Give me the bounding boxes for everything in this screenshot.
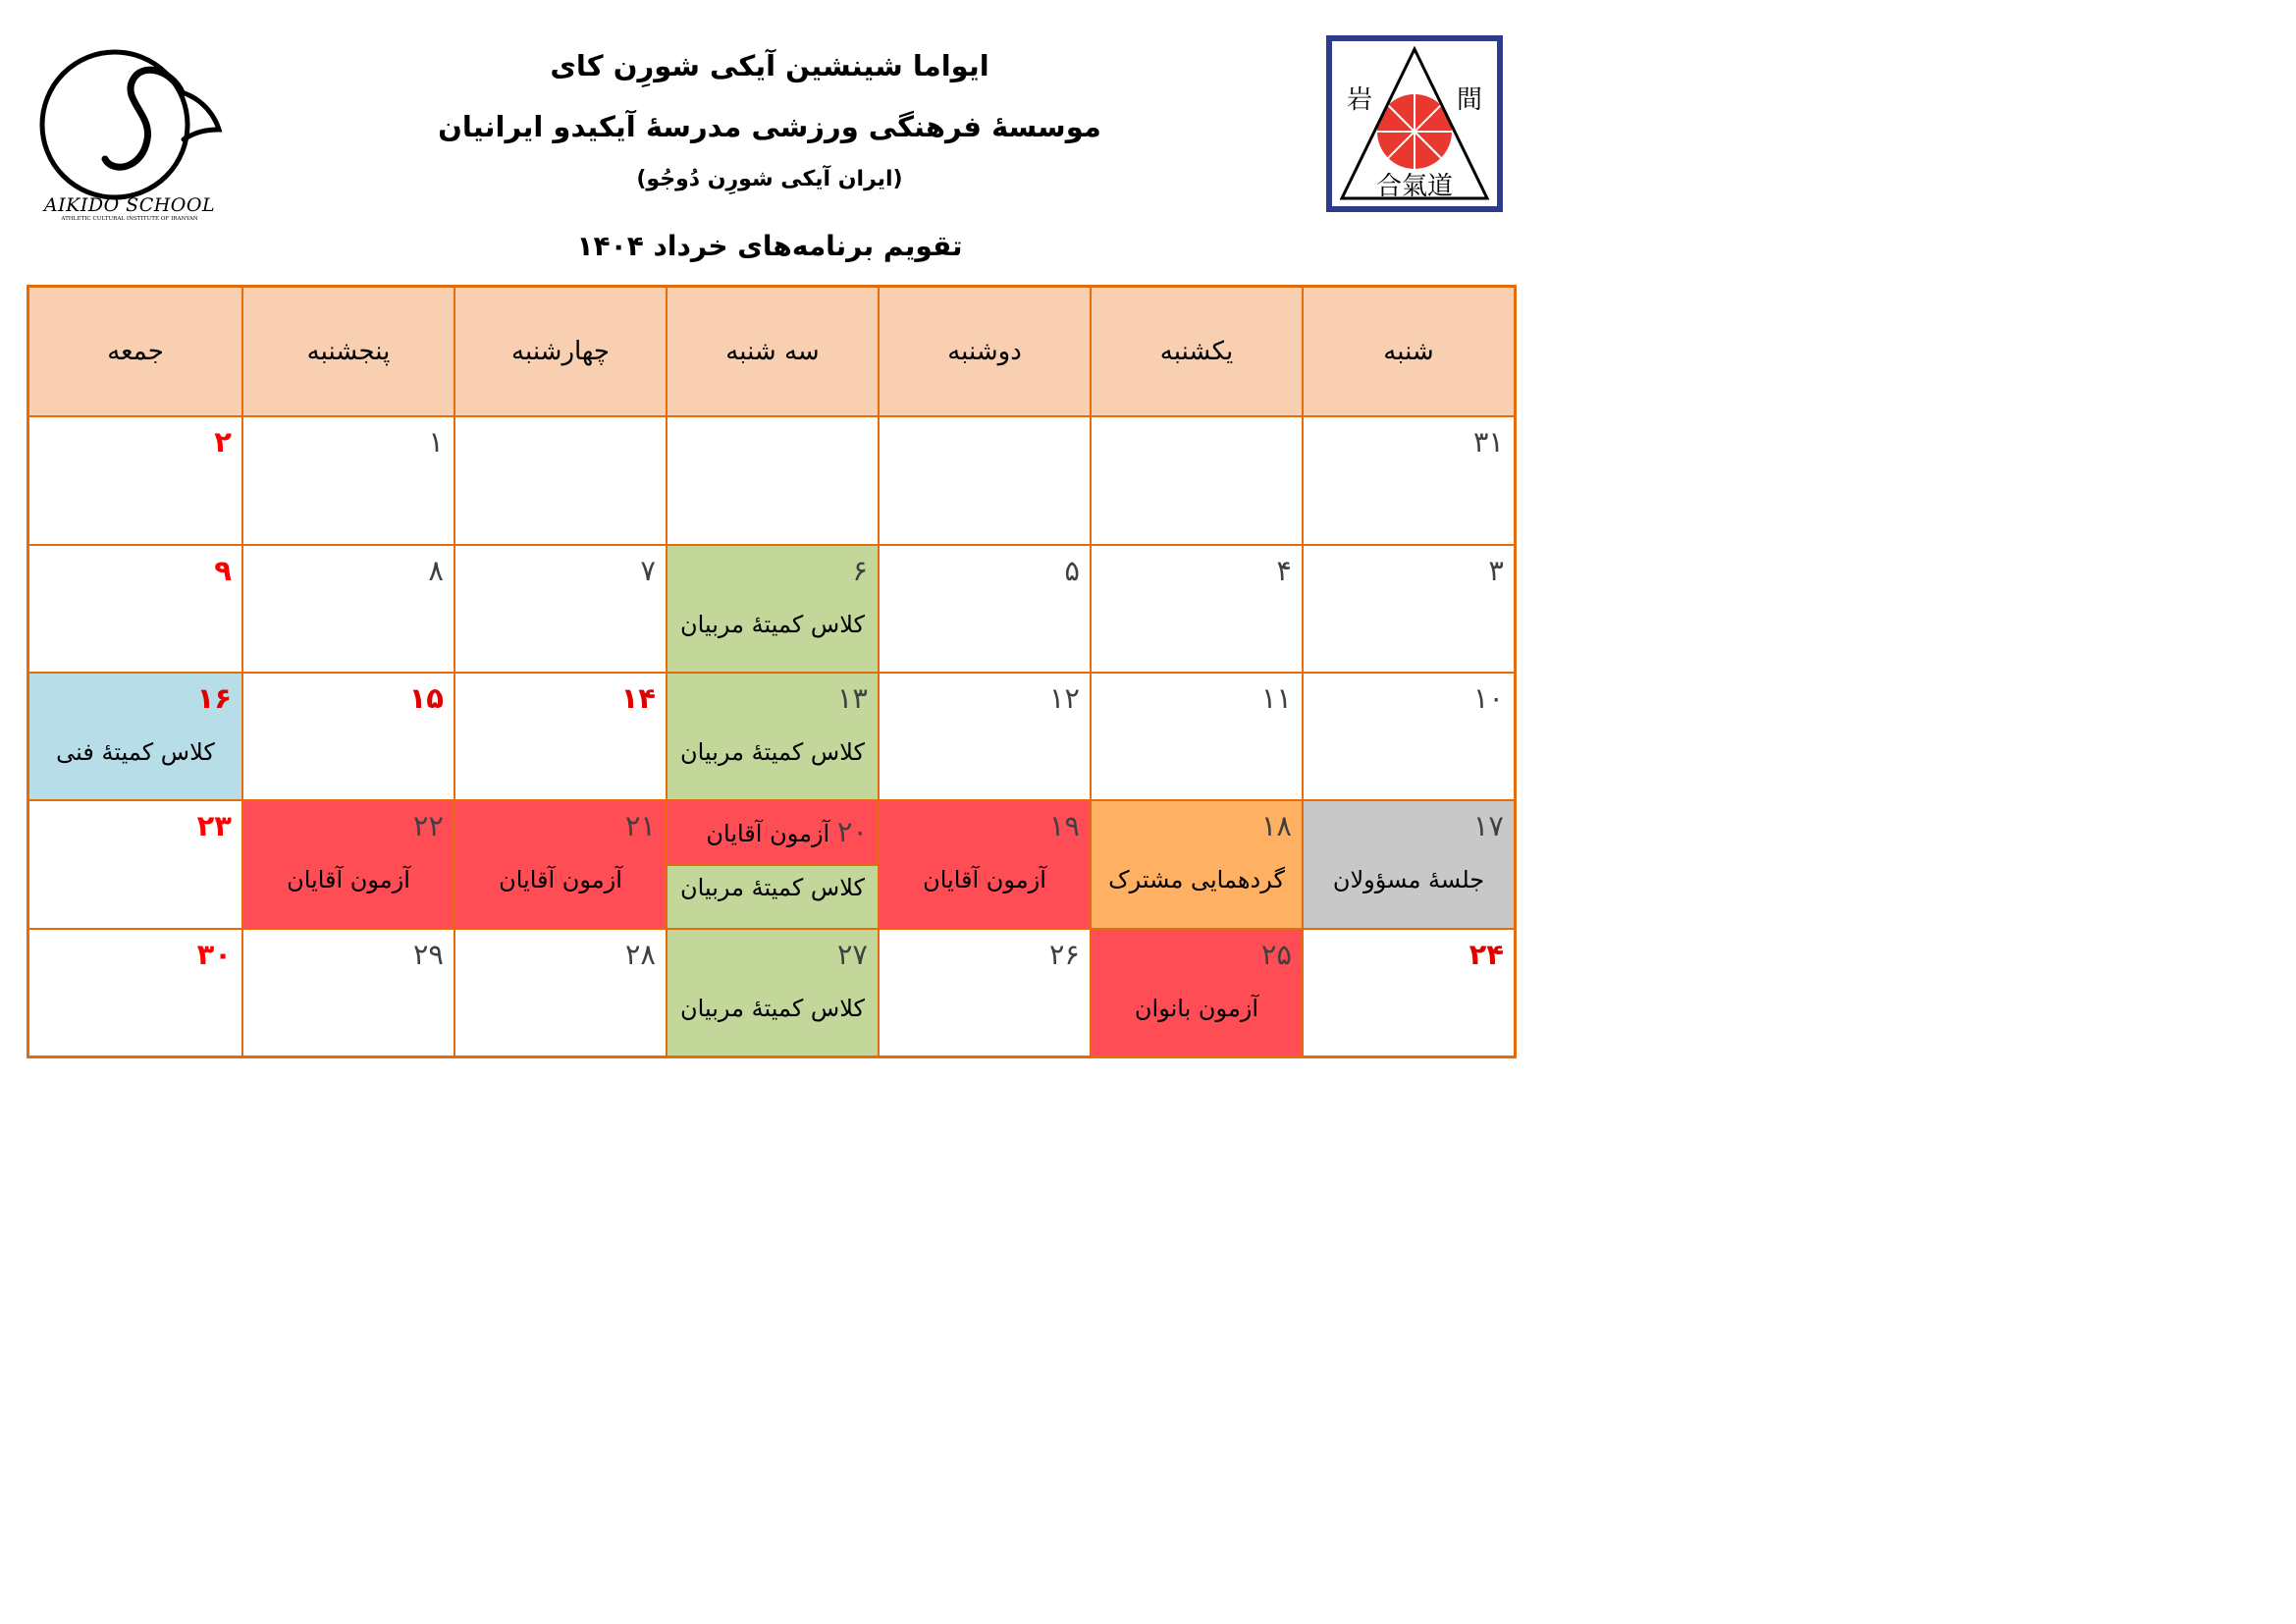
day-number: ۹ bbox=[214, 553, 232, 587]
event-label: جلسهٔ مسؤولان bbox=[1332, 866, 1485, 894]
weekday-header: شنبه bbox=[1302, 288, 1514, 415]
day-number: ۱۵ bbox=[408, 680, 444, 715]
calendar-day-cell bbox=[878, 799, 1090, 927]
calendar-day-cell bbox=[1302, 928, 1514, 1056]
event-label: گردهمایی مشترک bbox=[1108, 866, 1285, 894]
weekday-header: یکشنبه bbox=[1090, 288, 1302, 415]
event-label: کلاس کمیتهٔ مربیان bbox=[680, 994, 865, 1022]
split-top-event bbox=[667, 801, 878, 864]
day-number: ۲۳ bbox=[196, 809, 232, 843]
calendar-grid bbox=[27, 285, 1517, 1058]
calendar-day-cell bbox=[241, 544, 454, 672]
emblem-chars-bottom: 合氣道 bbox=[1375, 172, 1454, 201]
day-number: ۲۲ bbox=[412, 809, 444, 843]
calendar-day-cell bbox=[241, 928, 454, 1056]
calendar-day-cell bbox=[241, 672, 454, 799]
calendar-day-cell bbox=[29, 544, 241, 672]
calendar-day-cell bbox=[666, 672, 878, 799]
logo-subtitle: ATHLETIC CULTURAL INSTITUTE OF IRANYAN bbox=[61, 216, 198, 222]
day-number: ۱۷ bbox=[1472, 809, 1504, 843]
calendar-day-cell bbox=[29, 799, 241, 927]
calendar-day-cell bbox=[454, 415, 666, 543]
day-number: ۲۰ bbox=[836, 815, 868, 849]
event-label: کلاس کمیتهٔ مربیان bbox=[680, 874, 865, 902]
emblem-char-right: 間 bbox=[1456, 85, 1483, 115]
calendar-day-cell bbox=[454, 672, 666, 799]
calendar-day-cell bbox=[666, 415, 878, 543]
calendar-day-cell bbox=[1090, 415, 1302, 543]
day-number: ۱۹ bbox=[1048, 809, 1080, 843]
event-label: آزمون آقایان bbox=[706, 820, 837, 848]
dojo-subtitle: (ایران آیکی شورِن دُوجُو) bbox=[636, 167, 903, 191]
calendar-day-cell bbox=[454, 928, 666, 1056]
logo-wordmark: AIKIDO SCHOOL bbox=[43, 194, 216, 216]
day-number: ۴ bbox=[1276, 553, 1292, 587]
weekday-header: دوشنبه bbox=[878, 288, 1090, 415]
calendar-day-cell bbox=[878, 415, 1090, 543]
day-number: ۱۴ bbox=[620, 680, 656, 715]
weekday-header: پنجشنبه bbox=[241, 288, 454, 415]
split-top-label bbox=[706, 815, 868, 848]
day-number: ۳۱ bbox=[1472, 425, 1504, 460]
calendar-day-cell bbox=[666, 544, 878, 672]
weekday-header: جمعه bbox=[29, 288, 241, 415]
day-number: ۱۰ bbox=[1472, 680, 1504, 715]
school-title: ایواما شینشین آیکی شورِن کای bbox=[550, 49, 989, 82]
event-label: آزمون آقایان bbox=[923, 866, 1046, 894]
day-number: ۲۴ bbox=[1468, 937, 1504, 971]
split-bottom-event bbox=[667, 864, 878, 927]
day-number: ۱۱ bbox=[1260, 680, 1292, 715]
event-label: کلاس کمیتهٔ مربیان bbox=[680, 610, 865, 638]
calendar-day-cell bbox=[241, 799, 454, 927]
calendar-day-cell bbox=[1302, 415, 1514, 543]
day-number: ۳۰ bbox=[196, 937, 232, 971]
day-number: ۳ bbox=[1488, 553, 1504, 587]
day-number: ۲۶ bbox=[1048, 937, 1080, 971]
event-label: آزمون آقایان bbox=[287, 866, 410, 894]
calendar-day-cell bbox=[29, 672, 241, 799]
day-number: ۱۸ bbox=[1260, 809, 1292, 843]
day-number: ۲۱ bbox=[624, 809, 656, 843]
event-label: کلاس کمیتهٔ مربیان bbox=[680, 737, 865, 766]
weekday-header: سه شنبه bbox=[666, 288, 878, 415]
calendar-day-cell bbox=[878, 672, 1090, 799]
calendar-day-cell bbox=[878, 544, 1090, 672]
event-label: آزمون بانوان bbox=[1134, 994, 1259, 1022]
day-number: ۲ bbox=[214, 425, 232, 460]
weekday-header: چهارشنبه bbox=[454, 288, 666, 415]
calendar-title: تقویم برنامه‌های خرداد ۱۴۰۴ bbox=[576, 230, 963, 262]
day-number: ۱۲ bbox=[1048, 680, 1080, 715]
day-number: ۲۷ bbox=[836, 937, 868, 971]
event-label: کلاس کمیتهٔ فنی bbox=[56, 737, 215, 766]
day-number: ۷ bbox=[640, 553, 656, 587]
calendar-day-cell bbox=[1302, 672, 1514, 799]
calendar-day-cell bbox=[454, 544, 666, 672]
calendar-day-cell bbox=[29, 415, 241, 543]
day-number: ۶ bbox=[852, 553, 868, 587]
day-number: ۱۶ bbox=[196, 680, 232, 715]
calendar-day-cell bbox=[1090, 928, 1302, 1056]
event-label: آزمون آقایان bbox=[499, 866, 622, 894]
calendar-day-cell bbox=[666, 928, 878, 1056]
calendar-day-cell bbox=[878, 928, 1090, 1056]
day-number: ۵ bbox=[1064, 553, 1080, 587]
day-number: ۲۹ bbox=[412, 937, 444, 971]
day-number: ۱۳ bbox=[836, 680, 868, 715]
institute-title: موسسهٔ فرهنگی ورزشی مدرسهٔ آیکیدو ایرانیان bbox=[438, 110, 1101, 143]
emblem-char-left: 岩 bbox=[1346, 85, 1373, 115]
calendar-day-cell bbox=[1090, 799, 1302, 927]
calendar-day-cell bbox=[1090, 544, 1302, 672]
day-number: ۲۸ bbox=[624, 937, 656, 971]
calendar-day-cell bbox=[454, 799, 666, 927]
day-number: ۲۵ bbox=[1260, 937, 1292, 971]
calendar-day-cell bbox=[1090, 672, 1302, 799]
calendar-day-cell bbox=[666, 799, 878, 927]
calendar-day-cell bbox=[241, 415, 454, 543]
calendar-day-cell bbox=[29, 928, 241, 1056]
calendar-day-cell bbox=[1302, 544, 1514, 672]
day-number: ۱ bbox=[428, 425, 444, 460]
calendar-day-cell bbox=[1302, 799, 1514, 927]
day-number: ۸ bbox=[428, 553, 444, 587]
